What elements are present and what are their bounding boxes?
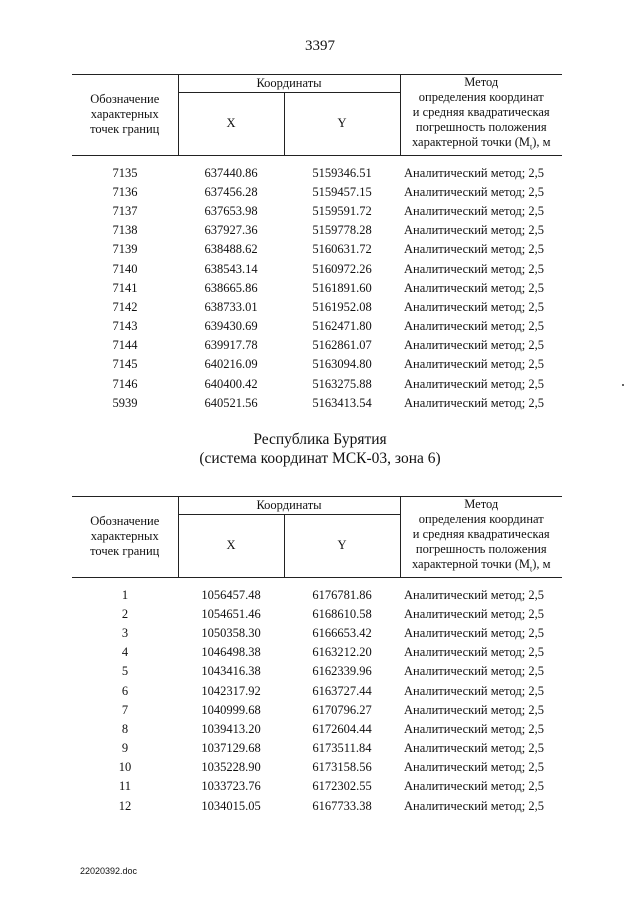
header-code-line: характерных: [90, 107, 159, 122]
header-coordinates: Координаты: [178, 497, 400, 515]
point-code-cell: 8: [121, 721, 129, 736]
header-method-line: погрешность положения: [415, 542, 547, 556]
y-coordinate-cell: 5162861.07: [312, 338, 372, 353]
method-cell: Аналитический метод; 2,5: [404, 721, 544, 736]
x-coordinate-cell: 640521.56: [204, 395, 258, 410]
point-code-cell: 7135: [112, 165, 138, 180]
header-point-code: [72, 75, 178, 156]
table-row: [72, 662, 562, 681]
header-method-line: определения координат: [418, 512, 544, 526]
point-code-cell: 7146: [112, 376, 138, 391]
table-2-body: [72, 577, 562, 816]
y-coordinate-cell: 5159778.28: [312, 223, 372, 238]
y-coordinate-cell: 5159591.72: [312, 203, 372, 218]
method-cell: Аналитический метод; 2,5: [404, 261, 544, 276]
x-coordinate-cell: 1050358.30: [201, 625, 261, 640]
x-coordinate-cell: 638488.62: [204, 242, 258, 257]
y-coordinate-cell: 6176781.86: [312, 587, 372, 602]
header-method: [400, 497, 562, 578]
method-cell: Аналитический метод; 2,5: [404, 741, 544, 756]
x-coordinate-cell: 1034015.05: [201, 798, 261, 813]
method-cell: Аналитический метод; 2,5: [404, 357, 544, 372]
table-row: [72, 336, 562, 355]
header-method-line: Метод: [464, 497, 499, 511]
table-row: [72, 221, 562, 240]
method-cell: Аналитический метод; 2,5: [404, 760, 544, 775]
point-code-cell: 7138: [112, 223, 138, 238]
header-method-line: погрешность положения: [415, 120, 547, 134]
point-code-cell: 5: [121, 664, 129, 679]
method-cell: Аналитический метод; 2,5: [404, 203, 544, 218]
x-coordinate-cell: 640400.42: [204, 376, 258, 391]
table-row: [72, 643, 562, 662]
table-row: [72, 624, 562, 643]
y-coordinate-cell: 5159346.51: [312, 165, 372, 180]
table-row: [72, 259, 562, 278]
point-code-cell: 7136: [112, 184, 138, 199]
point-code-cell: 7: [121, 702, 129, 717]
table-row: [72, 394, 562, 413]
table-row: [72, 240, 562, 259]
method-cell: Аналитический метод; 2,5: [404, 165, 544, 180]
point-code-cell: 7140: [112, 261, 138, 276]
table-row: [72, 605, 562, 624]
y-coordinate-cell: 6162339.96: [312, 664, 372, 679]
header-method-line: и средняя квадратическая: [412, 527, 550, 541]
method-cell: Аналитический метод; 2,5: [404, 242, 544, 257]
x-coordinate-cell: 638543.14: [204, 261, 258, 276]
section-heading: [0, 430, 640, 468]
y-coordinate-cell: 5161952.08: [312, 299, 372, 314]
y-coordinate-cell: 5160631.72: [312, 242, 372, 257]
table-row: [72, 739, 562, 758]
header-code-line: точек границ: [90, 122, 160, 137]
method-cell: Аналитический метод; 2,5: [404, 184, 544, 199]
point-code-cell: 2: [121, 606, 129, 621]
y-coordinate-cell: 6173158.56: [312, 760, 372, 775]
table-row: [72, 279, 562, 298]
x-coordinate-cell: 639917.78: [204, 338, 258, 353]
table-row: [72, 758, 562, 777]
table-row: [72, 797, 562, 816]
table-row: [72, 777, 562, 796]
table-row: [72, 701, 562, 720]
y-coordinate-cell: 6167733.38: [312, 798, 372, 813]
point-code-cell: 5939: [112, 395, 138, 410]
x-coordinate-cell: 1035228.90: [201, 760, 261, 775]
point-code-cell: 12: [118, 798, 132, 813]
x-coordinate-cell: 638733.01: [204, 299, 258, 314]
x-coordinate-cell: 639430.69: [204, 319, 258, 334]
point-code-cell: 7142: [112, 299, 138, 314]
header-x: X: [178, 92, 284, 155]
method-cell: Аналитический метод; 2,5: [404, 338, 544, 353]
header-code-line: характерных: [90, 529, 159, 544]
y-coordinate-cell: 6170796.27: [312, 702, 372, 717]
point-code-cell: 7141: [112, 280, 138, 295]
header-method-line: Метод: [464, 75, 499, 89]
method-cell: Аналитический метод; 2,5: [404, 587, 544, 602]
header-y: Y: [284, 92, 400, 155]
footer-file-name: 22020392.doc: [80, 866, 138, 876]
y-coordinate-cell: 5160972.26: [312, 261, 372, 276]
table-row: [72, 355, 562, 374]
header-code-line: точек границ: [90, 544, 160, 559]
y-coordinate-cell: 5162471.80: [312, 319, 372, 334]
header-point-code: [72, 497, 178, 578]
header-code-line: Обозначение: [90, 92, 160, 107]
method-cell: Аналитический метод; 2,5: [404, 606, 544, 621]
point-code-cell: 6: [121, 683, 129, 698]
point-code-cell: 7144: [112, 338, 138, 353]
header-x: X: [178, 514, 284, 577]
y-coordinate-cell: 6173511.84: [312, 741, 372, 756]
method-cell: Аналитический метод; 2,5: [404, 299, 544, 314]
method-cell: Аналитический метод; 2,5: [404, 798, 544, 813]
x-coordinate-cell: 1039413.20: [201, 721, 261, 736]
method-cell: Аналитический метод; 2,5: [404, 223, 544, 238]
y-coordinate-cell: 6172302.55: [312, 779, 372, 794]
y-coordinate-cell: 6163727.44: [312, 683, 372, 698]
y-coordinate-cell: 5163275.88: [312, 376, 372, 391]
coordinates-table-2: [72, 496, 562, 816]
header-method-line: и средняя квадратическая: [412, 105, 550, 119]
header-coordinates: Координаты: [178, 75, 400, 93]
point-code-cell: 3: [121, 625, 129, 640]
point-code-cell: 7139: [112, 242, 138, 257]
table-row: [72, 317, 562, 336]
y-coordinate-cell: 5163094.80: [312, 357, 372, 372]
point-code-cell: 4: [121, 645, 129, 660]
x-coordinate-cell: 1054651.46: [201, 606, 261, 621]
y-coordinate-cell: 6163212.20: [312, 645, 372, 660]
y-coordinate-cell: 5163413.54: [312, 395, 372, 410]
method-cell: Аналитический метод; 2,5: [404, 625, 544, 640]
header-method-line: характерной точки $(M_t)$, м: [411, 135, 551, 152]
method-cell: Аналитический метод; 2,5: [404, 376, 544, 391]
x-coordinate-cell: 1033723.76: [201, 779, 261, 794]
point-code-cell: 7137: [112, 203, 138, 218]
header-method-line: определения координат: [418, 90, 544, 104]
y-coordinate-cell: 6166653.42: [312, 625, 372, 640]
x-coordinate-cell: 1056457.48: [201, 587, 261, 602]
x-coordinate-cell: 640216.09: [204, 357, 258, 372]
method-cell: Аналитический метод; 2,5: [404, 779, 544, 794]
x-coordinate-cell: 637653.98: [204, 203, 258, 218]
point-code-cell: 9: [121, 741, 129, 756]
point-code-cell: 7143: [112, 319, 138, 334]
table-row: [72, 202, 562, 221]
method-cell: Аналитический метод; 2,5: [404, 702, 544, 717]
method-cell: Аналитический метод; 2,5: [404, 645, 544, 660]
scan-speck: [622, 384, 624, 386]
table-row: [72, 183, 562, 202]
table-row: [72, 681, 562, 700]
header-y: Y: [284, 514, 400, 577]
method-cell: Аналитический метод; 2,5: [404, 683, 544, 698]
x-coordinate-cell: 1046498.38: [201, 645, 261, 660]
x-coordinate-cell: 1043416.38: [201, 664, 261, 679]
table-row: [72, 577, 562, 605]
x-coordinate-cell: 1037129.68: [201, 741, 261, 756]
x-coordinate-cell: 1040999.68: [201, 702, 261, 717]
table-1-body: [72, 155, 562, 413]
table-row: [72, 298, 562, 317]
header-method: [400, 75, 562, 156]
y-coordinate-cell: 6168610.58: [312, 606, 372, 621]
table-row: [72, 375, 562, 394]
header-code-line: Обозначение: [90, 514, 160, 529]
x-coordinate-cell: 637927.36: [204, 223, 258, 238]
page-number: 3397: [305, 38, 335, 54]
point-code-cell: 7145: [112, 357, 138, 372]
section-title: Республика Бурятия: [253, 431, 387, 448]
table-row: [72, 720, 562, 739]
header-method-line: характерной точки $(M_t)$, м: [411, 557, 551, 574]
method-cell: Аналитический метод; 2,5: [404, 280, 544, 295]
y-coordinate-cell: 5161891.60: [312, 280, 372, 295]
method-cell: Аналитический метод; 2,5: [404, 395, 544, 410]
method-cell: Аналитический метод; 2,5: [404, 664, 544, 679]
point-code-cell: 10: [118, 760, 132, 775]
x-coordinate-cell: 1042317.92: [201, 683, 261, 698]
x-coordinate-cell: 637440.86: [204, 165, 258, 180]
y-coordinate-cell: 5159457.15: [312, 184, 372, 199]
coordinates-table-1: [72, 74, 562, 413]
y-coordinate-cell: 6172604.44: [312, 721, 372, 736]
point-code-cell: 1: [121, 587, 129, 602]
x-coordinate-cell: 638665.86: [204, 280, 258, 295]
table-row: [72, 155, 562, 183]
method-cell: Аналитический метод; 2,5: [404, 319, 544, 334]
x-coordinate-cell: 637456.28: [204, 184, 258, 199]
section-subtitle: (система координат МСК-03, зона 6): [199, 450, 441, 467]
point-code-cell: 11: [118, 779, 132, 794]
